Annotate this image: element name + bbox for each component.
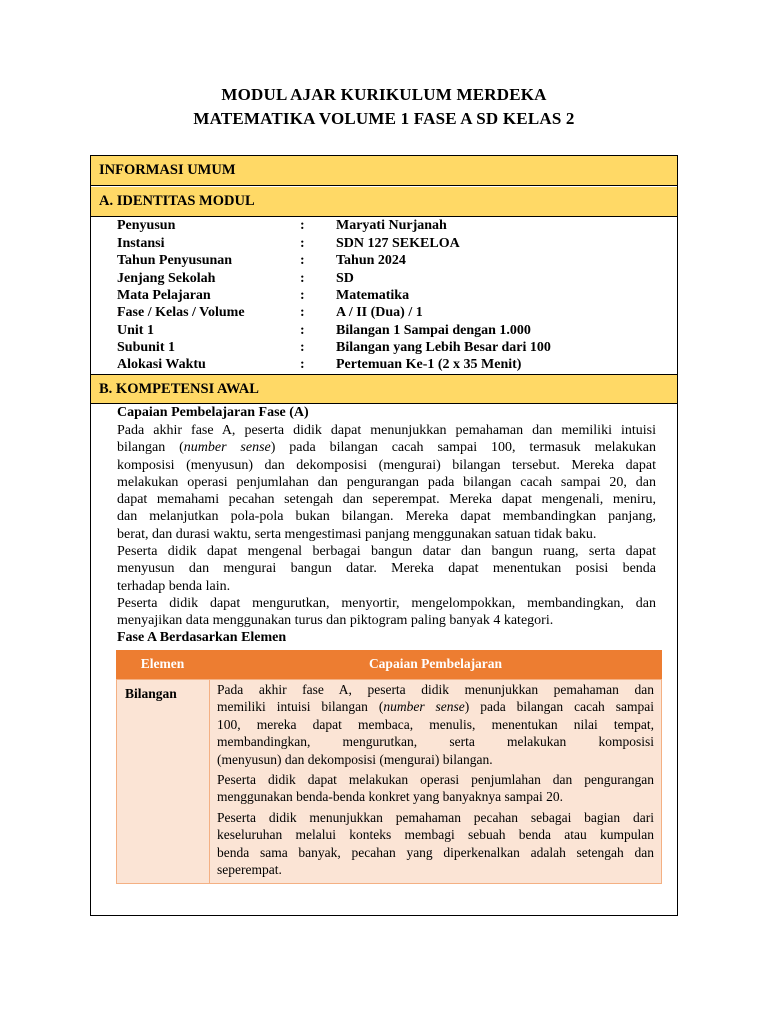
- identity-separator: :: [300, 235, 305, 251]
- text-span: ) pada bilangan cacah sampai: [464, 699, 654, 715]
- identity-label: Alokasi Waktu: [117, 357, 206, 372]
- identity-value: Maryati Nurjanah: [336, 218, 447, 233]
- text-line: Peserta didik dapat mengenal berbagai bangun datar dan bangun ruang, serta dapat: [117, 544, 656, 559]
- identity-value: SD: [336, 270, 354, 286]
- text-line: komposisi (menyusun) dan dekomposisi (mengurai) bilangan tersebut. Mereka dapat: [117, 457, 656, 473]
- text-line: dan melanjutkan pola-pola bukan bilangan. Mereka dapat membandingkan panjang,: [117, 509, 656, 525]
- text-line: (menyusun) dan dekomposisi (mengurai) bilangan.: [217, 751, 493, 767]
- text-line: [217, 698, 654, 715]
- text-span: bilangan (: [117, 440, 184, 456]
- text-line: berat, dan durasi waktu, serta mengestimasi panjang menggunakan satuan tidak baku.: [117, 526, 597, 542]
- cp-paragraph-3: [117, 595, 656, 630]
- text-line: keseluruhan melalui konteks membagi sebuah benda atau kumpulan: [217, 827, 654, 843]
- identity-label: Fase / Kelas / Volume: [117, 305, 245, 320]
- text-line: Pada akhir fase A, peserta didik menunjukkan pemahaman dan: [217, 682, 654, 697]
- identity-separator: :: [300, 340, 305, 355]
- identity-value: Bilangan yang Lebih Besar dari 100: [336, 340, 551, 355]
- identity-value: Pertemuan Ke-1 (2 x 35 Menit): [336, 357, 522, 372]
- identity-value: A / II (Dua) / 1: [336, 305, 423, 320]
- text-line: [117, 439, 656, 456]
- document-title-line-2: MATEMATIKA VOLUME 1 FASE A SD KELAS 2: [193, 109, 575, 128]
- identity-label: Penyusun: [117, 218, 176, 233]
- identity-separator: :: [300, 357, 305, 372]
- text-line: menggunakan benda-benda konkret yang banyaknya sampai 20.: [217, 789, 564, 805]
- text-line: menyajikan data menggunakan turus dan piktogram paling banyak 4 kategori.: [117, 613, 554, 629]
- elemen-table-row: [116, 679, 662, 884]
- identity-separator: :: [300, 253, 305, 268]
- identity-label: Mata Pelajaran: [117, 288, 211, 303]
- identity-label: Tahun Penyusunan: [117, 253, 233, 268]
- text-line: benda sama banyak, pecahan yang diperkenalkan adalah setengah dan: [217, 844, 654, 860]
- emphasis-term: number sense: [383, 699, 465, 715]
- text-span: ) pada bilangan cacah sampai 100, termasuk melakukan: [270, 440, 656, 456]
- identity-separator: :: [300, 322, 305, 338]
- text-line: seperempat.: [217, 862, 282, 878]
- cp-cell-paragraph-1: [217, 681, 654, 768]
- identity-separator: :: [300, 305, 305, 320]
- identity-label: Instansi: [117, 235, 165, 251]
- cp-paragraph-2: [117, 543, 656, 595]
- identity-separator: :: [300, 270, 305, 286]
- cp-cell-paragraph-2: [217, 771, 654, 806]
- element-name: Bilangan: [125, 686, 177, 701]
- text-line: Peserta didik menunjukkan pemahaman pecahan sebagai bagian dari: [217, 810, 654, 825]
- text-line: 100, mereka dapat membaca, menulis, menentukan nilai tempat,: [217, 716, 654, 732]
- elemen-heading: Fase A Berdasarkan Elemen: [117, 630, 287, 645]
- section-kompetensi-awal: [91, 374, 677, 404]
- cp-paragraph-1: [117, 422, 656, 543]
- section-identitas-modul: [91, 187, 677, 217]
- document-title-line-1: MODUL AJAR KURIKULUM MERDEKA: [221, 85, 547, 104]
- identity-separator: :: [300, 288, 305, 303]
- identity-value: Matematika: [336, 288, 410, 303]
- text-line: Peserta didik dapat melakukan operasi penjumlahan dan pengurangan: [217, 772, 654, 787]
- text-line: Peserta didik dapat mengurutkan, menyortir, mengelompokkan, membandingkan, dan: [117, 596, 656, 611]
- section-informasi-umum: [91, 156, 677, 186]
- text-line: melakukan operasi penjumlahan dan pengurangan pada bilangan cacah sampai 20, dan: [117, 474, 656, 490]
- column-header-elemen: Elemen: [140, 656, 185, 671]
- text-line: Pada akhir fase A, peserta didik dapat menunjukkan pemahaman dan memiliki intuisi: [117, 423, 656, 438]
- emphasis-term: number sense: [183, 440, 271, 456]
- text-span: memiliki intuisi bilangan (: [217, 699, 384, 715]
- elemen-table-header: [116, 650, 662, 679]
- text-line: membandingkan, mengurutkan, serta melakukan komposisi: [217, 734, 654, 750]
- column-header-capaian: Capaian Pembelajaran: [368, 656, 503, 671]
- identity-label: Jenjang Sekolah: [117, 270, 216, 286]
- identity-value: Bilangan 1 Sampai dengan 1.000: [336, 322, 531, 338]
- identity-value: SDN 127 SEKELOA: [336, 235, 460, 251]
- cp-heading: Capaian Pembelajaran Fase (A): [117, 405, 309, 420]
- identity-label: Subunit 1: [117, 340, 175, 355]
- text-line: terhadap benda lain.: [117, 578, 231, 594]
- column-divider: [209, 680, 210, 883]
- identity-separator: :: [300, 218, 305, 233]
- text-line: menyusun dan mengurai bangun datar. Mereka dapat menentukan posisi benda: [117, 561, 656, 577]
- identity-value: Tahun 2024: [336, 253, 406, 268]
- text-line: dapat memahami pecahan setengah dan seperempat. Mereka dapat mengenali, meniru,: [117, 492, 656, 508]
- section-identitas-modul-label: A. IDENTITAS MODUL: [99, 193, 255, 209]
- cp-cell-paragraph-3: [217, 809, 654, 879]
- section-informasi-umum-label: INFORMASI UMUM: [99, 162, 236, 178]
- section-kompetensi-awal-label: B. KOMPETENSI AWAL: [99, 380, 259, 397]
- identity-label: Unit 1: [117, 322, 154, 338]
